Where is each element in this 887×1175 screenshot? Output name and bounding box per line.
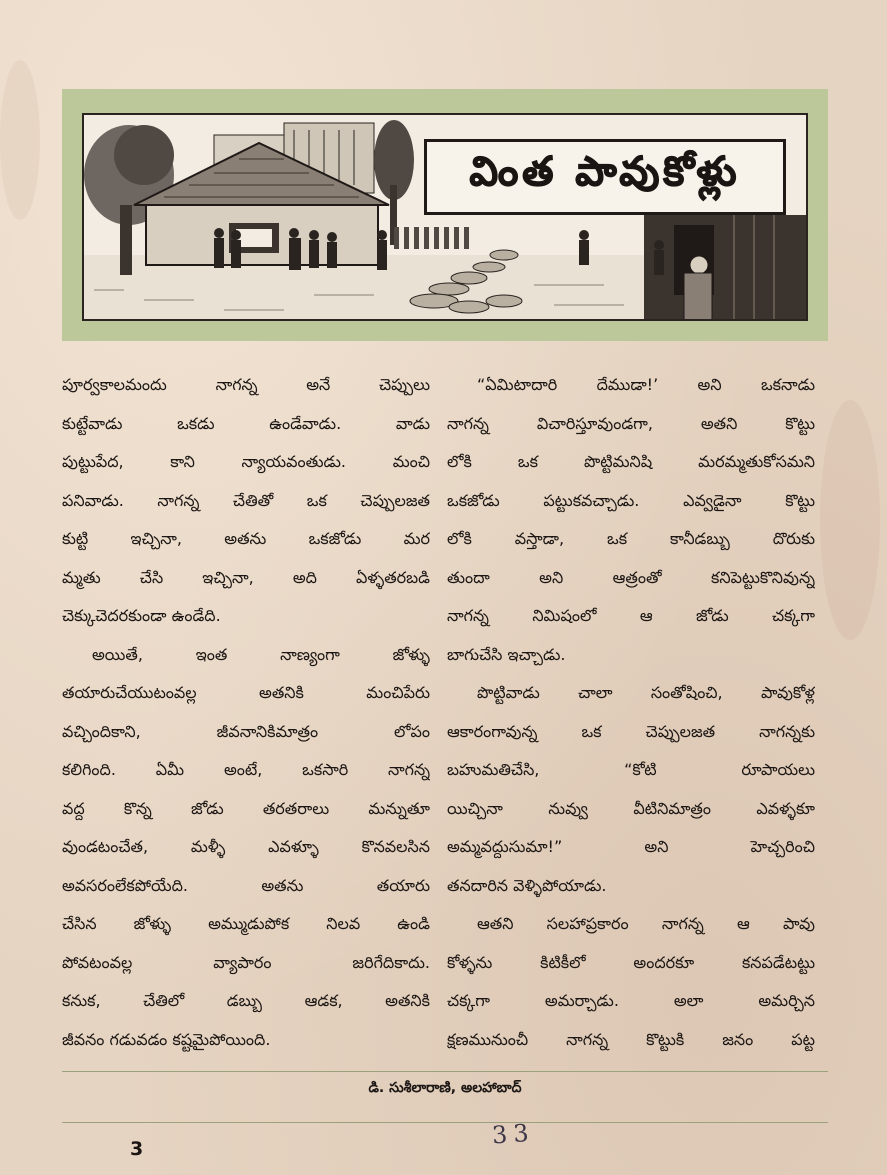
text-line: తనదారిన వెళ్ళిపోయాడు. xyxy=(447,875,607,895)
text-line: కుట్టేవాడు ఒకడు ఉండేవాడు. వాడు xyxy=(62,413,430,433)
text-column-right xyxy=(447,366,815,1059)
text-line: కలిగింది. ఏమీ అంటే, ఒకసారి నాగన్న xyxy=(62,760,430,779)
handwritten-page-mark: 33 xyxy=(491,1118,536,1150)
text-column-left xyxy=(62,366,430,1059)
text-line: యిచ్చినా నువ్వు వీటినిమాత్రం ఎవళ్ళకూ xyxy=(447,798,815,818)
text-line: అవసరంలేకపోయేది. అతను తయారు xyxy=(62,875,430,895)
story-title-box xyxy=(424,139,786,215)
author-credit: డి. సుశీలారాణి, అలహాబాద్ xyxy=(368,1080,522,1096)
text-line: పూర్వకాలమందు నాగన్న అనే చెప్పులు xyxy=(62,375,430,394)
text-line: వచ్చిందికాని, జీవనానికిమాత్రం లోపం xyxy=(62,721,430,741)
text-line: పొట్టివాడు చాలా సంతోషించి, పావుకోళ్ల xyxy=(477,683,815,702)
text-line: ఒకజోడు పట్టుకవచ్చాడు. ఎవ్వడైనా కొట్టు xyxy=(447,490,815,510)
paper-stain xyxy=(0,60,40,220)
footer-rule-top xyxy=(62,1071,828,1072)
text-line: లోకి ఒక పొట్టిమనిషి మరమ్మతుకోసమని xyxy=(447,452,815,471)
story-title: వింత పావుకోళ్లు xyxy=(469,149,741,195)
text-line: వుండటంచేత, మళ్ళీ ఎవళ్ళూ కొనవలసిన xyxy=(62,837,430,856)
text-line: లోకి వస్తాడా, ఒక కానీడబ్బు దొరుకు xyxy=(447,529,815,548)
text-line: ఆతని సలహాప్రకారం నాగన్న ఆ పావు xyxy=(477,914,815,933)
text-line: చక్కగా అమర్చాడు. అలా అమర్చిన xyxy=(447,991,815,1010)
text-line: బహుమతిచేసి, “కోటి రూపాయలు xyxy=(447,760,815,779)
paper-stain xyxy=(820,400,880,640)
text-line: కోళ్ళను కిటికీలో అందరకూ కనపడేటట్టు xyxy=(447,952,815,972)
text-line: బాగుచేసి ఇచ్చాడు. xyxy=(447,644,566,664)
text-line: కుట్టి ఇచ్చినా, అతను ఒకజోడు మర xyxy=(62,529,430,548)
page-number: 3 xyxy=(130,1138,144,1160)
text-line: పుట్టుపేద, కాని న్యాయవంతుడు. మంచి xyxy=(62,452,430,471)
text-line: క్షణమునుంచీ నాగన్న కొట్టుకి జనం పట్ట xyxy=(447,1029,815,1049)
text-line: జీవనం గడువడం కష్టమైపోయింది. xyxy=(62,1029,271,1049)
text-line: నాగన్న విచారిస్తూవుండగా, అతని కొట్టు xyxy=(447,413,815,433)
text-line: మ్మతు చేసి ఇచ్చినా, అది ఏళ్ళతరబడి xyxy=(62,567,430,587)
text-line: పనివాడు. నాగన్న చేతితో ఒక చెప్పులజత xyxy=(62,490,430,510)
text-line: ఆకారంగావున్న ఒక చెప్పులజత నాగన్నకు xyxy=(447,721,815,741)
footer-rule-bottom xyxy=(62,1122,828,1123)
text-line: చెక్కుచెదరకుండా ఉండేది. xyxy=(62,606,221,625)
text-line: “ఏమిటాదారి దేముడా!’ అని ఒకనాడు xyxy=(477,375,815,394)
text-line: కనుక, చేతిలో డబ్బు ఆడక, అతనికి xyxy=(62,991,430,1010)
text-line: పోవటంవల్ల వ్యాపారం జరిగేదికాదు. xyxy=(62,952,430,972)
text-line: అమ్మవద్దుసుమా!” అని హెచ్చరించి xyxy=(447,837,815,856)
text-line: నాగన్న నిమిషంలో ఆ జోడు చక్కగా xyxy=(447,606,815,625)
text-line: తుందా అని ఆత్రంతో కనిపెట్టుకొనివున్న xyxy=(447,567,815,587)
village-illustration xyxy=(82,113,808,321)
text-line: తయారుచేయుటంవల్ల అతనికి మంచిపేరు xyxy=(62,683,430,702)
text-line: అయితే, ఇంత నాణ్యంగా జోళ్ళు xyxy=(92,644,430,664)
text-line: వద్ద కొన్న జోడు తరతరాలు మన్నుతూ xyxy=(62,798,430,818)
title-banner xyxy=(62,89,828,341)
text-line: చేసిన జోళ్ళు అమ్ముడుపోక నిలవ ఉండి xyxy=(62,914,430,933)
